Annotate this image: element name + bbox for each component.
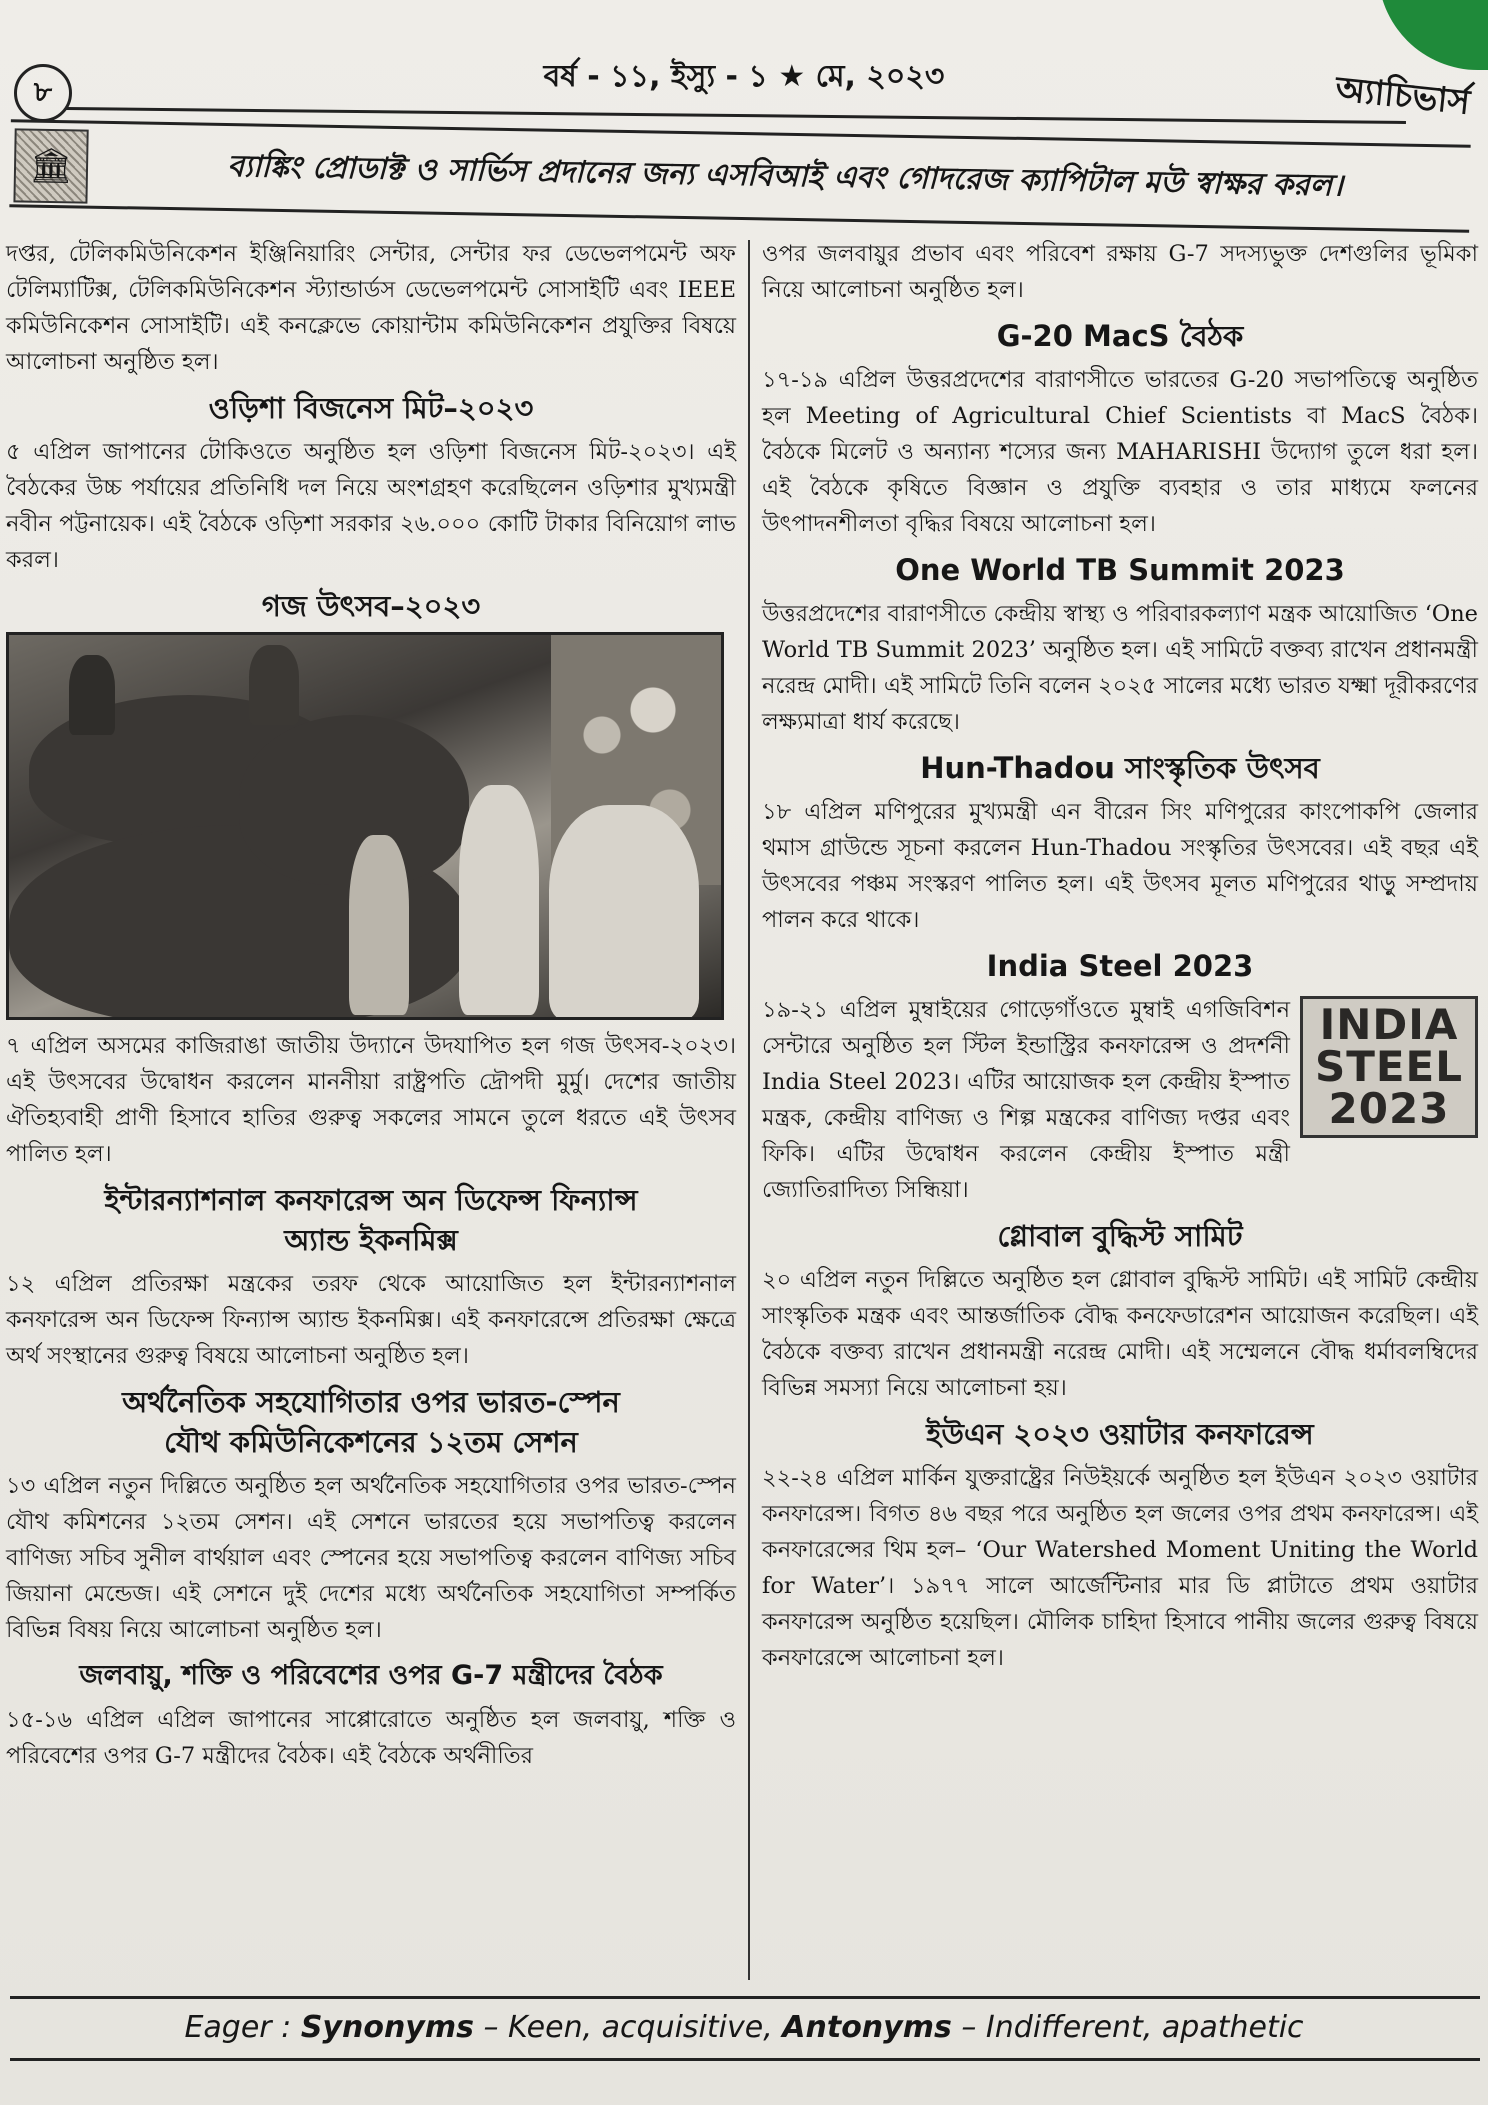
- gaj-utsav-heading: গজ উৎসব–২০২৩: [261, 589, 481, 623]
- logo-line-steel: STEEL: [1314, 1042, 1464, 1091]
- right-column: [762, 236, 1478, 1676]
- odisha-paragraph: ৫ এপ্রিল জাপানের টোকিওতে অনুষ্ঠিত হল ওড়িশা বিজনেস মিট-২০২৩। এই বৈঠকের উচ্চ পর্যায়ের প্রতিনিধি দল নিয়ে অংশগ্রহণ করেছিলেন ওড়িশার মুখ্যমন্ত্রী নবীন পট্টনায়েক। এই বৈঠকে ওড়িশা সরকার ২৬.০০০ কোটি টাকার বিনিয়োগ লাভ করল।: [6, 439, 736, 573]
- header-rule: [66, 107, 1406, 124]
- page-number: ৮: [14, 64, 72, 122]
- g7-heading: জলবায়ু, শক্তি ও পরিবেশের ওপর G-7 মন্ত্রীদের বৈঠক: [79, 1660, 663, 1691]
- g20-macs-heading: G-20 MacS বৈঠক: [996, 319, 1244, 353]
- logo-line-india: INDIA: [1319, 1000, 1459, 1049]
- india-steel-logo: [1300, 996, 1478, 1138]
- india-spain-heading-line2: যৌথ কমিউনিকেশনের ১২তম সেশন: [164, 1425, 578, 1459]
- odisha-heading: ওড়িশা বিজনেস মিট–২০২৩: [208, 391, 534, 425]
- left-column: [6, 236, 736, 1774]
- buddhist-summit-heading: গ্লোবাল বুদ্ধিস্ট সামিট: [997, 1219, 1243, 1253]
- banner-headline: ব্যাঙ্কিং প্রোডাক্ট ও সার্ভিস প্রদানের জন্য এসবিআই এবং গোদরেজ ক্যাপিটাল মউ স্বাক্ষর করল।: [226, 149, 1344, 204]
- elephant-festival-photo: [6, 632, 724, 1020]
- photo-person: [249, 645, 299, 725]
- defence-paragraph: ১২ এপ্রিল প্রতিরক্ষা মন্ত্রকের তরফ থেকে আয়োজিত হল ইন্টারন্যাশনাল কনফারেন্স অন ডিফেন্স ফিন্যান্স অ্যান্ড ইকনমিক্স। এই কনফারেন্সে প্রতিরক্ষা ক্ষেত্রে অর্থ সংস্থানের গুরুত্ব বিষয়ে আলোচনা অনুষ্ঠিত হল।: [6, 1271, 736, 1369]
- photo-person: [349, 835, 409, 1015]
- g7-paragraph: ১৫-১৬ এপ্রিল এপ্রিল জাপানের সাপ্পোরোতে অনুষ্ঠিত হল জলবায়ু, শক্তি ও পরিবেশের ওপর G-7 মন্ত্রীদের বৈঠক। এই বৈঠকে অর্থনীতির: [6, 1707, 736, 1769]
- photo-person: [549, 805, 699, 1020]
- news-banner: [9, 119, 1470, 232]
- buddhist-summit-paragraph: ২০ এপ্রিল নতুন দিল্লিতে অনুষ্ঠিত হল গ্লোবাল বুদ্ধিস্ট সামিট। এই সামিট কেন্দ্রীয় সাংস্কৃতিক মন্ত্রক এবং আন্তর্জাতিক বৌদ্ধ কনফেডারেশন আয়োজন করেছিল। এই বৈঠকে বক্তব্য রাখেন প্রধানমন্ত্রী নরেন্দ্র মোদী। এই সম্মেলনে বৌদ্ধ ধর্মাবলম্বিদের বিভিন্ন সমস্যা নিয়ে আলোচনা হয়।: [762, 1267, 1478, 1401]
- g20-macs-paragraph: ১৭-১৯ এপ্রিল উত্তরপ্রদেশের বারাণসীতে ভারতের G-20 সভাপতিত্বে অনুষ্ঠিত হল Meeting of Agricultural Chief Scientists বা MacS বৈঠক। বৈঠকে মিলেট ও অন্যান্য শস্যের জন্য MAHARISHI উদ্যোগ তুলে ধরা হল। এই বৈঠকে কৃষিতে বিজ্ঞান ও প্রযুক্তি ব্যবহার ও তার মাধ্যমে ফলনের উৎপাদনশীলতা বৃদ্ধির বিষয়ে আলোচনা হল।: [762, 367, 1478, 537]
- column-divider: [748, 240, 750, 1980]
- antonyms-text: – Indifferent, apathetic: [951, 2010, 1304, 2045]
- logo-line-year: 2023: [1328, 1084, 1450, 1133]
- synonyms-text: – Keen, acquisitive,: [473, 2010, 783, 2045]
- bank-building-icon: 🏛: [13, 128, 88, 203]
- tb-summit-paragraph: উত্তরপ্রদেশের বারাণসীতে কেন্দ্রীয় স্বাস্থ্য ও পরিবারকল্যাণ মন্ত্রক আয়োজিত ‘One World TB Summit 2023’ অনুষ্ঠিত হল। এই সামিটে বক্তব্য রাখেন প্রধানমন্ত্রী নরেন্দ্র মোদী। এই সামিটে তিনি বলেন ২০২৫ সালের মধ্যে ভারত যক্ষ্মা দূরীকরণের লক্ষ্যমাত্রা ধার্য করেছে।: [762, 601, 1478, 735]
- defence-heading-line2: অ্যান্ড ইকনমিক্স: [284, 1223, 458, 1257]
- gaj-utsav-paragraph: ৭ এপ্রিল অসমের কাজিরাঙা জাতীয় উদ্যানে উদযাপিত হল গজ উৎসব-২০২৩। এই উৎসবের উদ্বোধন করলেন মাননীয়া রাষ্ট্রপতি দ্রৌপদী মুর্মু। দেশের জাতীয় ঐতিহ্যবাহী প্রাণী হিসাবে হাতির গুরুত্ব সকলের সামনে তুলে ধরতে এই উৎসব পালিত হল।: [6, 1033, 736, 1167]
- synonyms-label: Synonyms: [300, 2010, 474, 2045]
- issue-line: বর্ষ - ১১, ইস্যু - ১ ★ মে, ২০২৩: [543, 59, 945, 94]
- defence-heading-line1: ইন্টারন্যাশনাল কনফারেন্স অন ডিফেন্স ফিন্যান্স: [104, 1183, 638, 1217]
- hun-thadou-heading: Hun-Thadou সাংস্কৃতিক উৎসব: [920, 751, 1320, 785]
- antonyms-label: Antonyms: [782, 2010, 952, 2045]
- magazine-brand: অ্যাচিভার্স: [1333, 69, 1472, 123]
- footer-rule-bottom: [10, 2058, 1480, 2061]
- tb-summit-heading: One World TB Summit 2023: [895, 553, 1345, 587]
- india-steel-heading: India Steel 2023: [986, 949, 1254, 983]
- vocabulary-footer: [0, 2010, 1488, 2045]
- water-conference-heading: ইউএন ২০২৩ ওয়াটার কনফারেন্স: [926, 1417, 1314, 1451]
- g7-continued-paragraph: ওপর জলবায়ুর প্রভাব এবং পরিবেশ রক্ষায় G-7 সদস্যভুক্ত দেশগুলির ভূমিকা নিয়ে আলোচনা অনুষ্ঠিত হল।: [762, 241, 1478, 303]
- india-spain-paragraph: ১৩ এপ্রিল নতুন দিল্লিতে অনুষ্ঠিত হল অর্থনৈতিক সহযোগিতার ওপর ভারত-স্পেন যৌথ কমিশনের ১২তম সেশন। এই সেশনে ভারতের হয়ে সভাপতিত্ব করলেন বাণিজ্য সচিব সুনীল বার্থয়াল এবং স্পেনের হয়ে সভাপতিত্ব করলেন বাণিজ্য সচিব জিয়ানা মেন্ডেজ। এই সেশনে দুই দেশের মধ্যে অর্থনৈতিক সহযোগিতা সম্পর্কিত বিভিন্ন বিষয় নিয়ে আলোচনা অনুষ্ঠিত হল।: [6, 1473, 736, 1643]
- photo-person: [459, 785, 539, 1015]
- footer-rule-top: [10, 1996, 1480, 1999]
- hun-thadou-paragraph: ১৮ এপ্রিল মণিপুরের মুখ্যমন্ত্রী এন বীরেন সিং মণিপুরের কাংপোকপি জেলার থমাস গ্রাউন্ডে সূচনা করলেন Hun-Thadou সংস্কৃতির উৎসবের। এই বছর এই উৎসবের পঞ্চম সংস্করণ পালিত হল। এই উৎসব মূলত মণিপুরের থাড়ু সম্প্রদায় পালন করে থাকে।: [762, 799, 1478, 933]
- india-spain-heading-line1: অর্থনৈতিক সহযোগিতার ওপর ভারত-স্পেন: [122, 1385, 620, 1419]
- footer-word: Eager :: [184, 2010, 292, 2045]
- intro-paragraph: দপ্তর, টেলিকমিউনিকেশন ইঞ্জিনিয়ারিং সেন্টার, সেন্টার ফর ডেভেলপমেন্ট অফ টেলিম্যাটিক্স, টেলিকমিউনিকেশন স্ট্যান্ডার্ডস ডেভেলপমেন্ট সোসাইটি এবং IEEE কমিউনিকেশন সোসাইটি। এই কনক্লেভে কোয়ান্টাম কমিউনিকেশন প্রযুক্তির বিষয়ে আলোচনা অনুষ্ঠিত হল।: [6, 241, 736, 375]
- water-conference-paragraph: ২২-২৪ এপ্রিল মার্কিন যুক্তরাষ্ট্রের নিউইয়র্কে অনুষ্ঠিত হল ইউএন ২০২৩ ওয়াটার কনফারেন্স। বিগত ৪৬ বছর পরে অনুষ্ঠিত হল জলের ওপর প্রথম কনফারেন্স। এই কনফারেন্সের থিম হল– ‘Our Watershed Moment Uniting the World for Water’। ১৯৭৭ সালে আর্জেন্টিনার মার ডি প্লাটাতে প্রথম ওয়াটার কনফারেন্স অনুষ্ঠিত হয়েছিল। মৌলিক চাহিদা হিসাবে পানীয় জলের গুরুত্ব বিষয়ে কনফারেন্সে আলোচনা হল।: [762, 1465, 1478, 1671]
- photo-person: [69, 655, 115, 735]
- india-steel-paragraph: ১৯-২১ এপ্রিল মুম্বাইয়ের গোড়েগাঁওতে মুম্বাই এগজিবিশন সেন্টারে অনুষ্ঠিত হল স্টিল ইন্ডাস্ট্রির কনফারেন্স ও প্রদর্শনী India Steel 2023। এটির আয়োজক হল কেন্দ্রীয় ইস্পাত মন্ত্রক, কেন্দ্রীয় বাণিজ্য ও শিল্প মন্ত্রকের বাণিজ্য দপ্তর এবং ফিকি। এটির উদ্বোধন করলেন কেন্দ্রীয় ইস্পাত মন্ত্রী জ্যোতিরাদিত্য সিন্ধিয়া।: [762, 997, 1290, 1203]
